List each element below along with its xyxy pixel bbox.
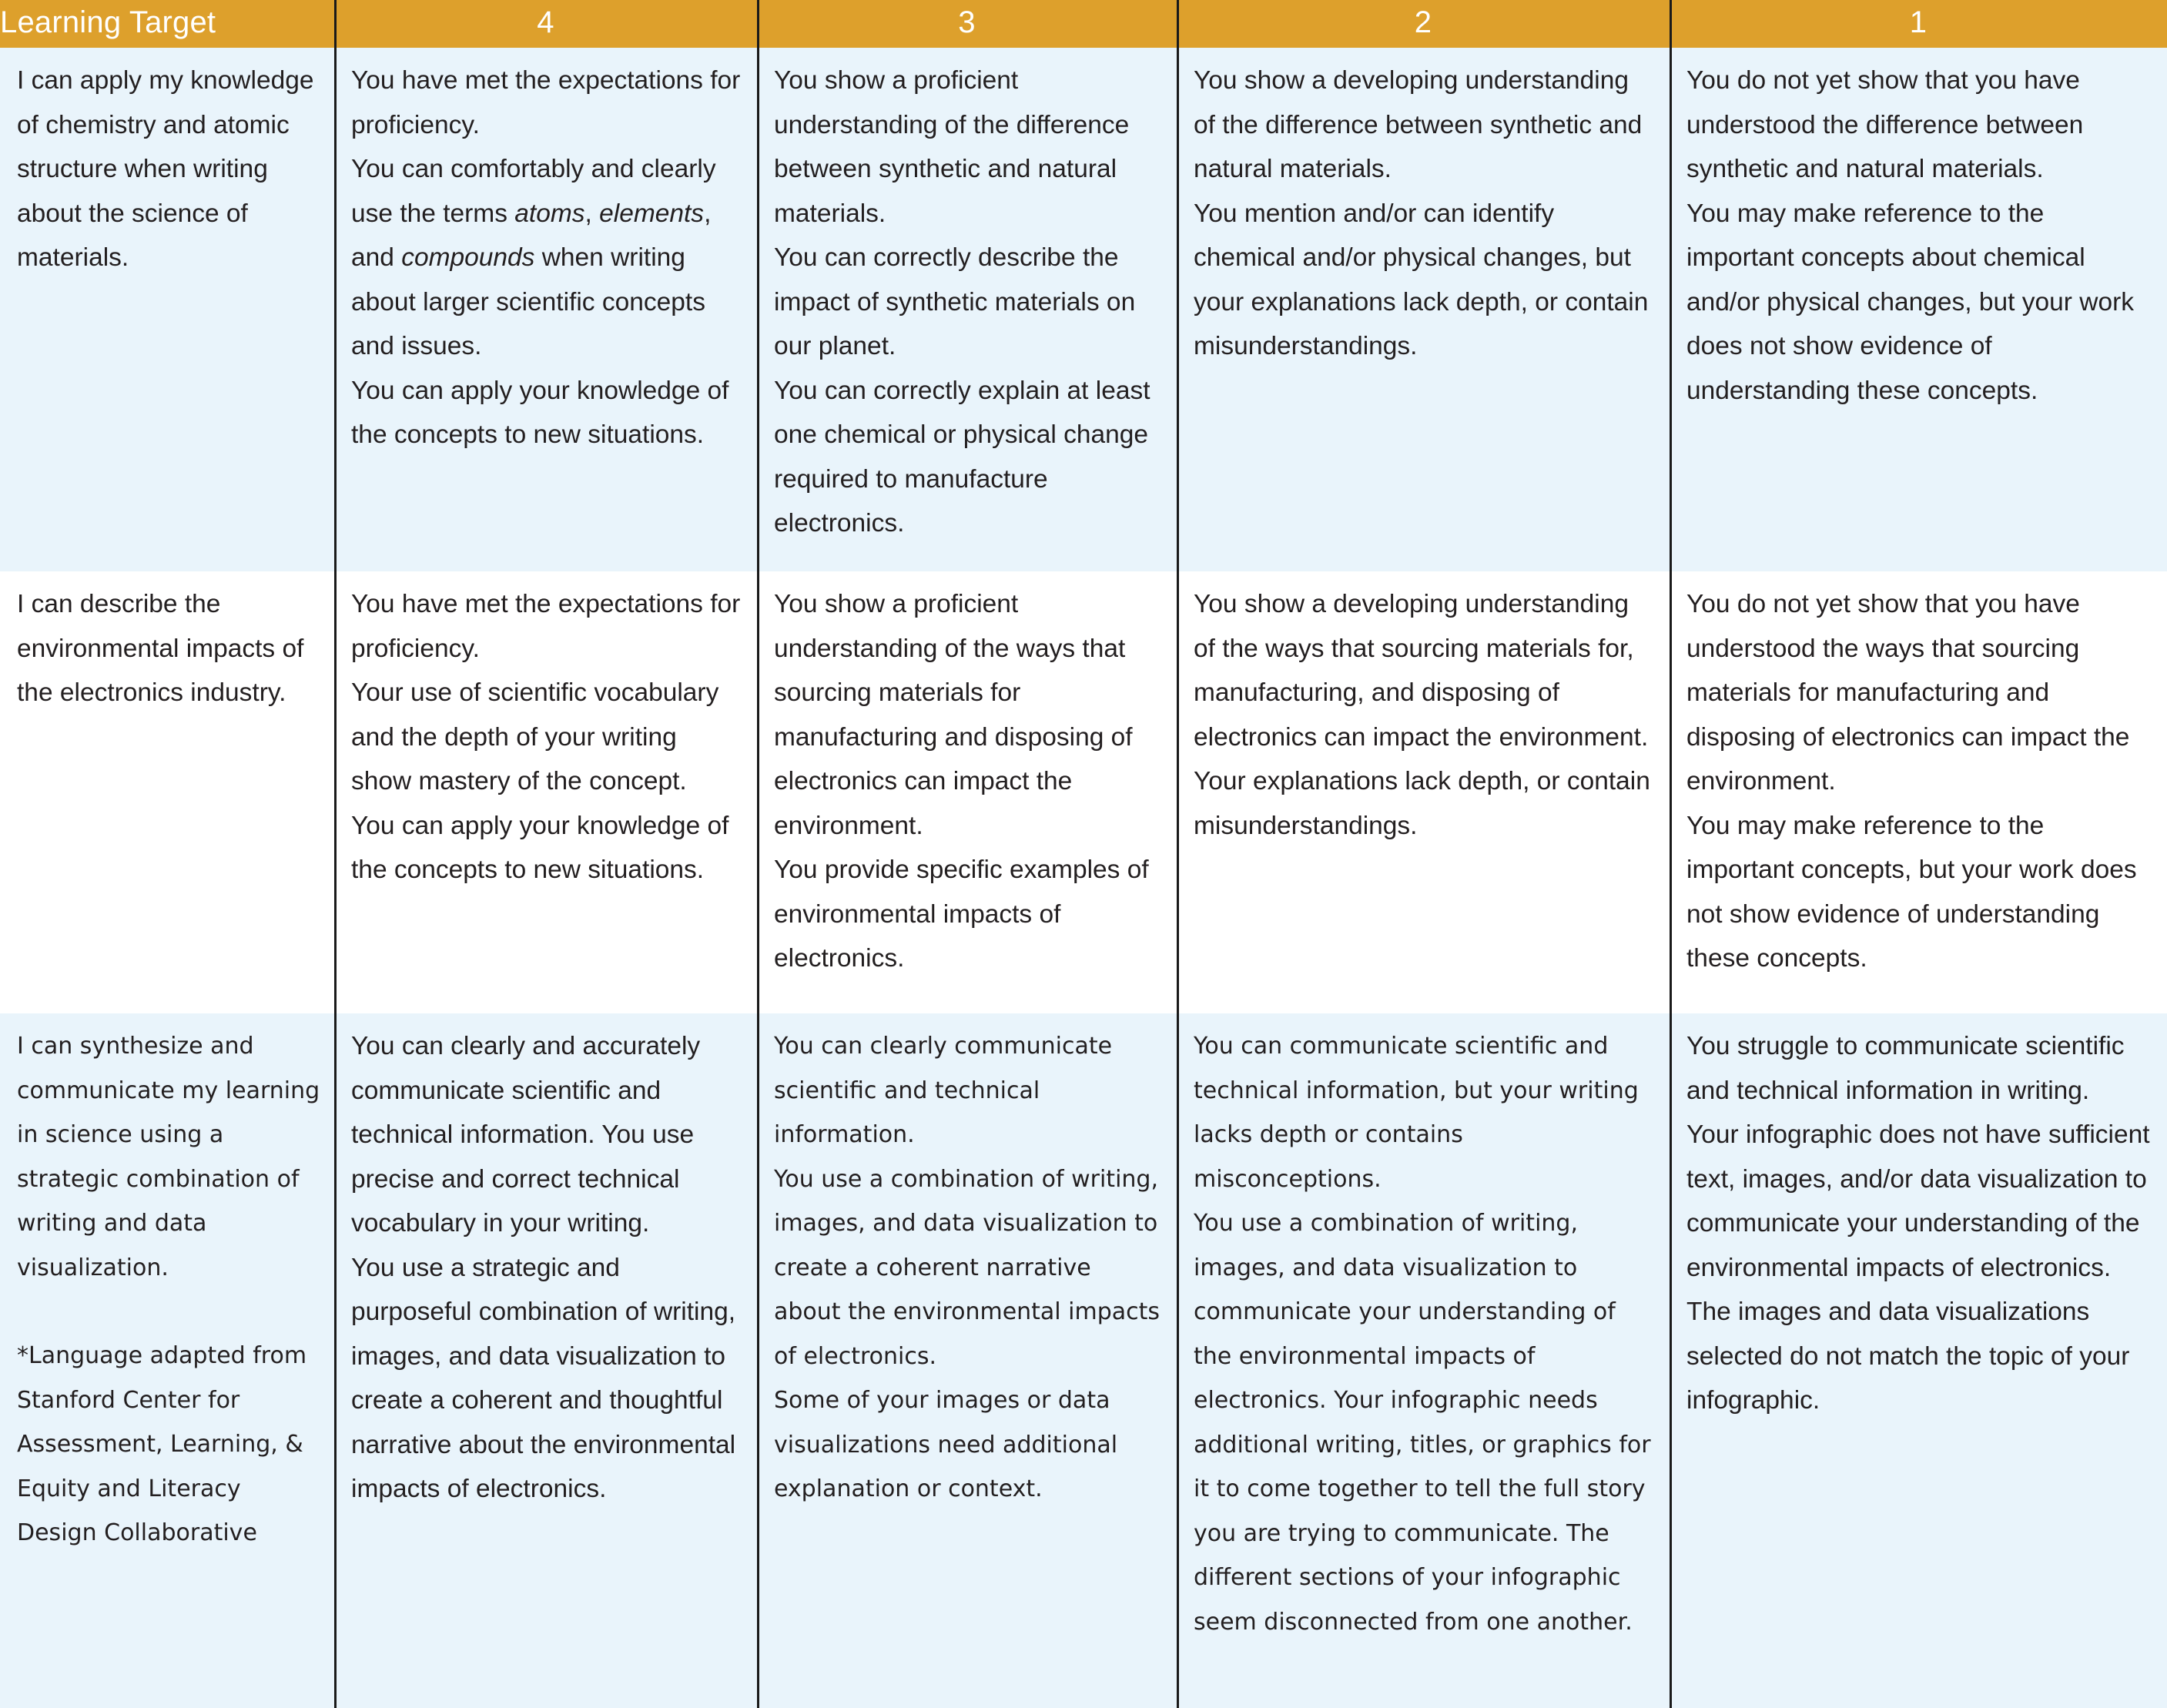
cell-level4-1 (334, 48, 757, 571)
cell-learning-target-3 (0, 1013, 334, 1708)
criterion-text: You can clearly and accurately communicate scientific and technical information. You use precise and correct technical vocabulary in your writing. (351, 1032, 701, 1237)
criterion-fragment: , (584, 199, 600, 228)
criterion-text: You can apply your knowledge of the concepts to new situations. (351, 811, 729, 884)
criterion-text: You do not yet show that you have understood the ways that sourcing materials for manufacturing and disposing of electronics can impact the environment. (1686, 590, 2130, 795)
header-score-1: 1 (1670, 0, 2167, 48)
criterion-text: You can apply your knowledge of the concepts to new situations. (351, 376, 729, 449)
criterion-text: You use a combination of writing, images, and data visualization to create a coherent narrative about the environmental impacts of electronics. (774, 1165, 1161, 1370)
cell-level2-1 (1177, 48, 1670, 571)
cell-level3-3 (757, 1013, 1177, 1708)
criterion-text: You struggle to communicate scientific and technical information in writing. (1686, 1032, 2125, 1105)
term-elements: elements (599, 199, 705, 228)
criterion-text: You mention and/or can identify chemical and/or physical changes, but your explanations lack depth, or contain misunderstandings. (1194, 199, 1649, 360)
criterion-text: You have met the expectations for proficiency. (351, 590, 741, 663)
criterion-fragment: when writing about larger scientific concepts and issues. (351, 243, 705, 360)
header-score-2: 2 (1177, 0, 1670, 48)
learning-target-text: I can synthesize and communicate my learning in science using a strategic combination of writing and data visualization. (17, 1033, 320, 1281)
criterion-text: You may make reference to the important concepts about chemical and/or physical changes, but your work does not show evidence of understanding these concepts. (1686, 199, 2134, 405)
header-score-4: 4 (334, 0, 757, 48)
criterion-text: Some of your images or data visualizations need additional explanation or context. (774, 1387, 1118, 1502)
cell-learning-target-1 (0, 48, 334, 571)
header-score-3: 3 (757, 0, 1177, 48)
table-row (0, 1013, 2167, 1708)
cell-level4-3 (334, 1013, 757, 1708)
criterion-text: You have met the expectations for proficiency. (351, 66, 741, 139)
criterion-text: You show a developing understanding of the ways that sourcing materials for, manufacturing, and disposing of electronics can impact the environment. (1194, 590, 1649, 752)
criterion-text: You use a strategic and purposeful combination of writing, images, and data visualization to create a coherent and thoughtful narrative about the environmental impacts of electronics. (351, 1253, 736, 1503)
cell-level3-1 (757, 48, 1177, 571)
criterion-text: You can correctly explain at least one chemical or physical change required to manufacture electronics. (774, 376, 1150, 538)
term-compounds: compounds (401, 243, 535, 272)
source-footnote: *Language adapted from Stanford Center for Assessment, Learning, & Equity and Literacy Design Collaborative (17, 1342, 307, 1546)
table-row (0, 571, 2167, 1013)
criterion-text (351, 147, 743, 369)
criterion-text: You provide specific examples of environmental impacts of electronics. (774, 856, 1149, 973)
criterion-text: You do not yet show that you have understood the difference between synthetic and natural materials. (1686, 66, 2084, 183)
criterion-fragment: You can comfortably and clearly use the terms (351, 155, 716, 228)
criterion-text: You can correctly describe the impact of synthetic materials on our planet. (774, 243, 1136, 360)
cell-level3-2 (757, 571, 1177, 1013)
criterion-text: You show a proficient understanding of the ways that sourcing materials for manufacturing and disposing of electronics can impact the environment. (774, 590, 1133, 840)
criterion-text: You may make reference to the important concepts, but your work does not show evidence of understanding these concepts. (1686, 811, 2137, 973)
cell-level1-1 (1670, 48, 2167, 571)
criterion-text: You can clearly communicate scientific and technical information. (774, 1033, 1113, 1148)
header-row (0, 0, 2167, 48)
criterion-text: You show a developing understanding of the difference between synthetic and natural materials. (1194, 66, 1643, 183)
cell-level2-2 (1177, 571, 1670, 1013)
learning-target-text: I can describe the environmental impacts of the electronics industry. (17, 590, 304, 707)
cell-level2-3 (1177, 1013, 1670, 1708)
criterion-text: Your infographic does not have sufficient text, images, and/or data visualization to communicate your understanding of the environmental impacts of electronics. The images and data visualizations selected do not match the topic of your infographic. (1686, 1120, 2150, 1415)
learning-target-text: I can apply my knowledge of chemistry and atomic structure when writing about the science of materials. (17, 66, 314, 272)
cell-level1-3 (1670, 1013, 2167, 1708)
rubric-table-body (0, 48, 2167, 1708)
criterion-text: You can communicate scientific and technical information, but your writing lacks depth or contains misconceptions. (1194, 1033, 1639, 1193)
cell-level1-2 (1670, 571, 2167, 1013)
term-atoms: atoms (514, 199, 585, 228)
criterion-text: Your explanations lack depth, or contain misunderstandings. (1194, 767, 1650, 840)
criterion-fragment: , and (351, 199, 712, 272)
cell-level4-2 (334, 571, 757, 1013)
criterion-text: You use a combination of writing, images, and data visualization to communicate your understanding of the environmental impacts of electronics. Your infographic needs additional writing, titles, or graphics for it to come together to tell the full story you are trying to communicate. The different sections of your infographic seem disconnected from one another. (1194, 1210, 1651, 1636)
cell-learning-target-2 (0, 571, 334, 1013)
rubric-table-header (0, 0, 2167, 48)
header-learning-target: Learning Target (0, 0, 334, 48)
criterion-text: You show a proficient understanding of the difference between synthetic and natural materials. (774, 66, 1130, 228)
table-row (0, 48, 2167, 571)
criterion-text: Your use of scientific vocabulary and the depth of your writing show mastery of the concept. (351, 678, 719, 795)
